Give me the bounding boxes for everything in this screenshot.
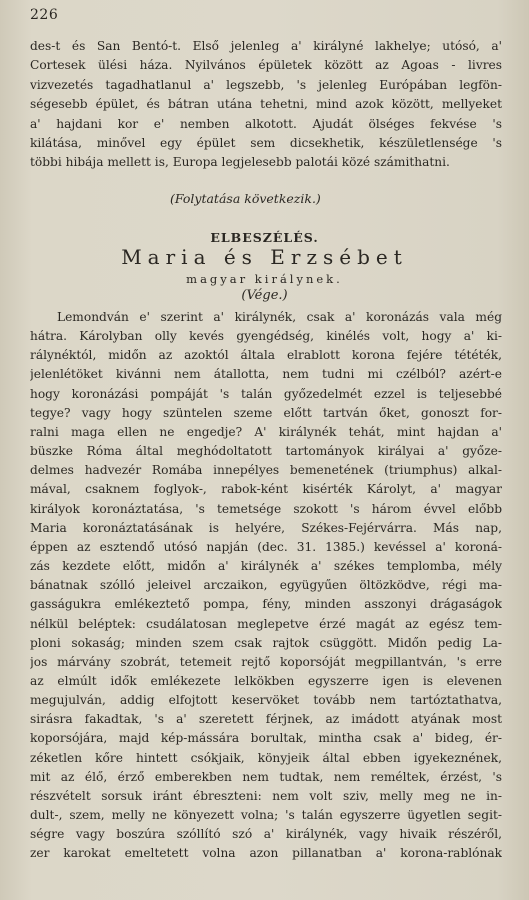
text-line: ralni maga ellen ne engedje? A' királynék tehát, mint hajdan a' — [30, 424, 502, 439]
continuation-note: (Folytatása következik.) — [170, 191, 321, 206]
text-line: Lemondván e' szerint a' királynék, csak a' koronázás vala még — [57, 310, 502, 324]
text-line: zás kezdete előtt, midőn a' királynék a' székes templomba, mély — [30, 559, 502, 574]
text-line: des-t és San Bentó-t. Első jelenleg a' királyné lakhelye; utósó, a' — [30, 39, 502, 53]
text-line: dult-, szem, melly ne könyezett volna; 's talán egyszerre ügyetlen segit- — [30, 808, 502, 823]
section-title: ELBESZÉLÉS. — [210, 230, 319, 245]
text-line: éppen az esztendő utósó napján (dec. 31. 1385.) kevéssel a' koroná- — [30, 539, 502, 554]
text-line: zer karokat emeltetett volna azon pillanatban a' korona-rablónak — [30, 846, 502, 861]
text-line: sirásra fakadtak, 's a' szeretett férjnek, az imádott atyának most — [30, 712, 502, 727]
text-line: az elmúlt idők emlékezete lelkökben egyszerre igen is elevenen — [30, 673, 502, 688]
text-line: ségre vagy boszúra szóllító szó a' királynék, vagy hivaik részéről, — [30, 827, 502, 842]
text-line: többi hibája mellett is, Europa legjelesebb palotái közé számithatni. — [30, 155, 450, 170]
text-line: a' hajdani kor e' nemben alkotott. Ajudát ölséges fekvése 's — [30, 116, 502, 131]
text-line: ploni sokaság; minden szem csak rajtok csüggött. Midőn pedig La- — [30, 635, 502, 650]
text-line: ségesebb épület, és bátran utána tehetni, mind azok között, mellyeket — [30, 97, 502, 112]
text-line: büszke Róma által meghódoltatott tartományok királyai a' győze- — [30, 444, 502, 459]
text-line: királyok koronáztatása, 's temetsége szokott 's három évvel előbb — [30, 501, 502, 516]
story-end-note: (Vége.) — [241, 288, 288, 303]
text-line: Maria koronáztatásának is helyére, Székes-Fejérvárra. Más nap, — [30, 520, 502, 535]
text-line: mával, csaknem foglyok-, rabok-ként kisérték Károlyt, a' magyar — [30, 482, 502, 497]
text-line: részvételt sorsuk iránt ébreszteni: nem volt sziv, melly meg ne in- — [30, 788, 502, 803]
story-paragraph — [30, 308, 502, 864]
text-line: gasságukra emlékeztető pompa, fény, minden asszonyi drágaságok — [30, 597, 502, 612]
text-line: hogy koronázási pompáját 's talán győzedelmét ezzel is teljesebbé — [30, 386, 502, 401]
text-line: vizvezetés tagadhatlanul a' legszebb, 's jelenleg Európában legfön- — [30, 77, 502, 92]
text-line: jos márvány szobrát, tetemeit rejtő koporsóját megpillantván, 's erre — [30, 654, 502, 669]
text-line: bánatnak szólló jeleivel arczaikon, együgyűen öltözködve, régi ma- — [30, 578, 502, 593]
text-line: nélkül beléptek: csudálatosan meglepetve érzé magát az egész tem- — [30, 616, 502, 631]
story-subtitle: magyar királynek. — [186, 272, 343, 286]
paragraph-continuation — [30, 37, 502, 173]
text-line: jelenlétöket kivánni nem átallotta, nem tudni mi czélból? azért-e — [30, 367, 502, 382]
text-line: mit az élő, érző emberekben nem tudtak, nem reméltek, érzést, 's — [30, 769, 502, 784]
text-line: megujulván, addig elfojtott keservöket tovább nem tartóztathatva, — [30, 693, 502, 708]
page-number: 226 — [30, 7, 59, 23]
text-line: zéketlen kőre hintett csókjaik, könyjeik által ebben igyekeznének, — [30, 750, 502, 765]
text-line: koporsójára, majd kép-mássára borultak, mintha csak a' bideg, ér- — [30, 731, 502, 746]
text-line: hátra. Károlyban olly kevés gyengédség, kinélés volt, hogy a' ki- — [30, 329, 502, 344]
text-line: kilátása, minővel egy épület sem dicsekhetik, készületlensége 's — [30, 136, 502, 151]
text-line: delmes hadvezér Romába innepélyes bemenetének (triumphus) alkal- — [30, 463, 502, 478]
story-title: Maria és Erzsébet — [121, 245, 408, 269]
text-line: rálynéktól, midőn az azoktól általa elrablott korona fejére tététék, — [30, 348, 502, 363]
text-line: Cortesek ülési háza. Nyilvános épületek között az Agoas - livres — [30, 58, 502, 73]
text-line: tegye? vagy hogy szüntelen szeme előtt tartván őket, gonoszt for- — [30, 405, 502, 420]
